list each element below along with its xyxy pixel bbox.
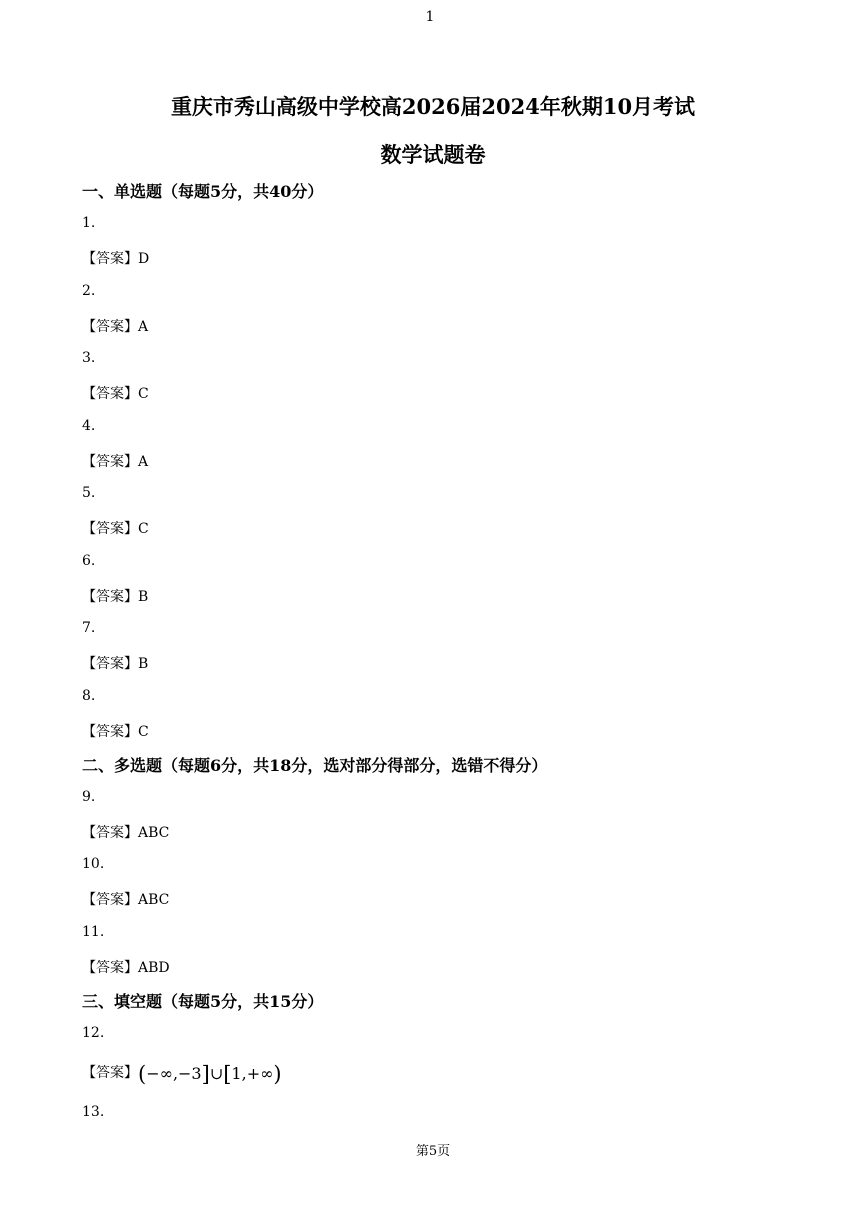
answer-label: 【答案】 bbox=[82, 454, 138, 470]
math-answer bbox=[138, 1062, 282, 1086]
answer-label: 【答案】 bbox=[82, 319, 138, 335]
answer-value: C bbox=[138, 386, 149, 402]
page-top-number: 1 bbox=[425, 9, 435, 25]
answer-value: A bbox=[138, 319, 149, 335]
math-open-bracket: [ bbox=[223, 1062, 232, 1086]
question-number: 7. bbox=[82, 620, 96, 636]
math-close-bracket: ] bbox=[201, 1062, 210, 1086]
answer-value: B bbox=[138, 589, 149, 605]
document-subtitle: 数学试题卷 bbox=[380, 142, 486, 167]
math-union: ∪ bbox=[209, 1064, 224, 1083]
answer-value: D bbox=[138, 251, 150, 267]
answer-label: 【答案】 bbox=[82, 1065, 138, 1081]
answer-line bbox=[82, 248, 149, 268]
answer-line bbox=[82, 1062, 282, 1086]
question-number: 8. bbox=[82, 688, 96, 704]
answer-line bbox=[82, 721, 149, 741]
math-interval-2: 1,+∞ bbox=[231, 1064, 274, 1083]
answer-label: 【答案】 bbox=[82, 386, 138, 402]
answer-label: 【答案】 bbox=[82, 960, 138, 976]
answer-value: C bbox=[138, 724, 149, 740]
question-number: 11. bbox=[82, 924, 105, 940]
answer-value: A bbox=[138, 454, 149, 470]
answer-line bbox=[82, 822, 169, 842]
math-open-paren: ( bbox=[138, 1062, 147, 1086]
answer-line bbox=[82, 316, 148, 336]
answer-line bbox=[82, 653, 148, 673]
answer-label: 【答案】 bbox=[82, 892, 138, 908]
answer-label: 【答案】 bbox=[82, 521, 138, 537]
question-number: 1. bbox=[82, 215, 96, 231]
question-number: 9. bbox=[82, 789, 96, 805]
question-number: 5. bbox=[82, 485, 96, 501]
answer-label: 【答案】 bbox=[82, 825, 138, 841]
page-footer: 第5页 bbox=[415, 1144, 451, 1159]
section-heading-multi-choice: 二、多选题（每题6分，共18分，选对部分得部分，选错不得分） bbox=[82, 756, 548, 775]
answer-line bbox=[82, 586, 148, 606]
question-number: 6. bbox=[82, 553, 96, 569]
math-interval-1: −∞,−3 bbox=[146, 1064, 202, 1083]
answer-value: ABD bbox=[138, 960, 170, 976]
answer-label: 【答案】 bbox=[82, 656, 138, 672]
answer-value: B bbox=[138, 656, 149, 672]
answer-line bbox=[82, 451, 148, 471]
answer-value: ABC bbox=[138, 825, 170, 841]
math-close-paren: ) bbox=[273, 1062, 282, 1086]
question-number: 12. bbox=[82, 1025, 105, 1041]
answer-line bbox=[82, 383, 149, 403]
answer-line bbox=[82, 889, 169, 909]
answer-line bbox=[82, 518, 149, 538]
question-number: 4. bbox=[82, 418, 96, 434]
question-number: 2. bbox=[82, 283, 96, 299]
question-number: 13. bbox=[82, 1104, 105, 1120]
answer-line bbox=[82, 957, 170, 977]
section-heading-fill-blank: 三、填空题（每题5分，共15分） bbox=[82, 992, 324, 1011]
question-number: 3. bbox=[82, 350, 96, 366]
answer-value: C bbox=[138, 521, 149, 537]
answer-label: 【答案】 bbox=[82, 724, 138, 740]
question-number: 10. bbox=[82, 856, 105, 872]
answer-label: 【答案】 bbox=[82, 251, 138, 267]
answer-value: ABC bbox=[138, 892, 170, 908]
section-heading-single-choice: 一、单选题（每题5分，共40分） bbox=[82, 182, 324, 201]
document-title: 重庆市秀山高级中学校高2026届2024年秋期10月考试 bbox=[170, 94, 696, 119]
answer-label: 【答案】 bbox=[82, 589, 138, 605]
